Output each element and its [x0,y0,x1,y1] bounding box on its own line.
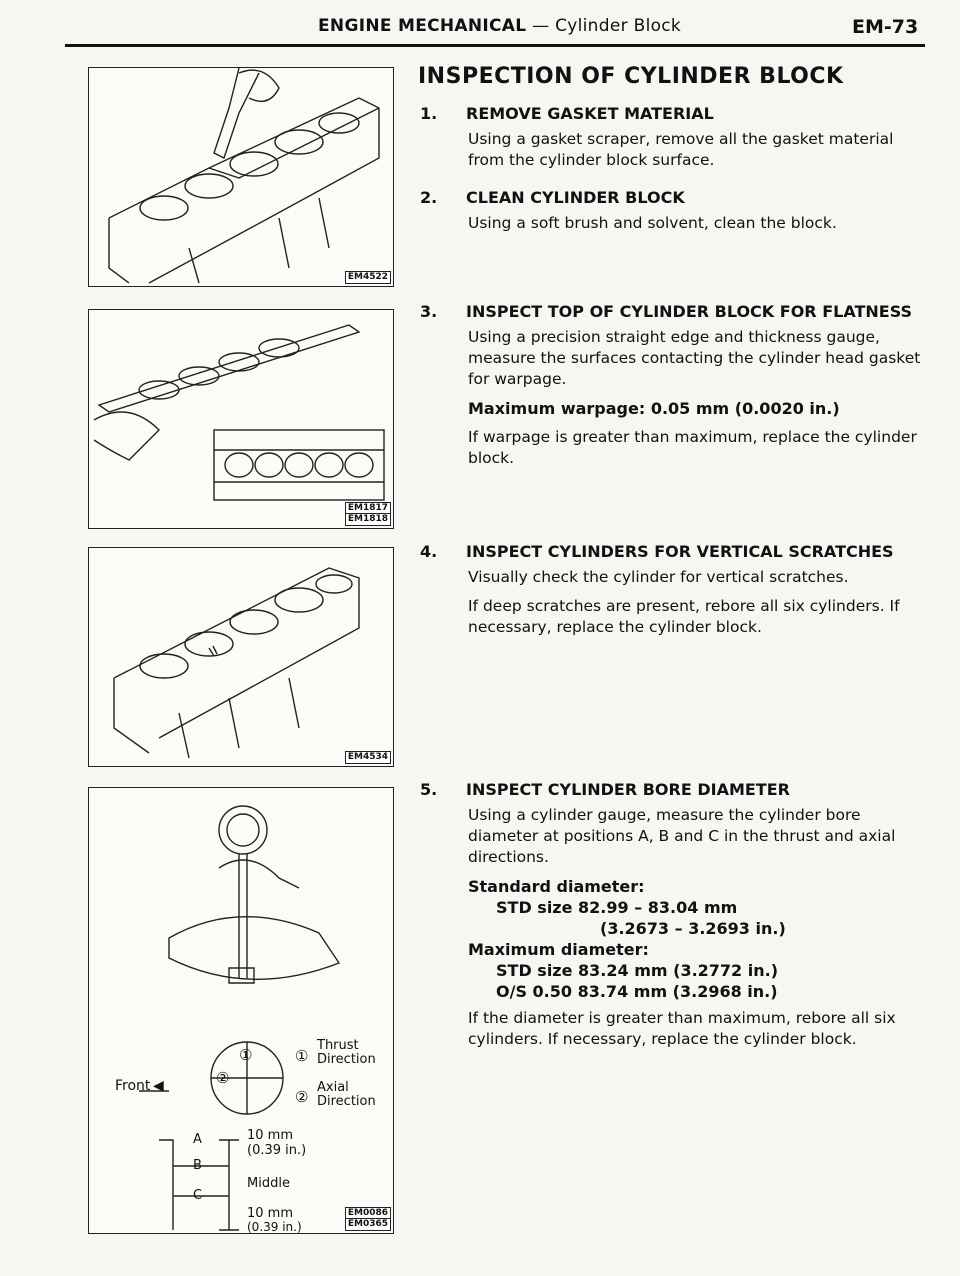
step-heading: INSPECT CYLINDER BORE DIAMETER [466,780,790,799]
step-number: 2. [420,188,438,207]
figure-straight-edge [88,309,394,529]
figure-code-2: EM0365 [345,1218,391,1231]
bottom-offset-label: 10 mm [247,1206,294,1221]
header-rule [65,44,925,47]
front-arrow-icon: ◀ [153,1078,164,1094]
section-subtitle: Cylinder Block [555,16,682,36]
spec-warpage: Maximum warpage: 0.05 mm (0.0020 in.) [468,399,840,418]
engine-block-drawing [89,68,393,286]
main-title: INSPECTION OF CYLINDER BLOCK [418,64,844,89]
spec-max-row-std: STD size 83.24 mm (3.2772 in.) [496,961,779,980]
step-heading: REMOVE GASKET MATERIAL [466,104,714,123]
figure-code-1: EM0086 [345,1207,391,1220]
step-text: If deep scratches are present, rebore all six cylinders. If necessary, replace the cylinder block. [468,597,900,636]
top-offset-label: 10 mm [247,1128,294,1143]
step-number: 4. [420,542,438,561]
position-a-label: A [193,1132,202,1147]
header-title [318,16,681,36]
figure-code: EM4522 [345,271,391,284]
front-label: Front [115,1078,151,1094]
step-text: Using a soft brush and solvent, clean the block. [468,214,837,232]
top-offset-inch-label: (0.39 in.) [247,1143,307,1158]
figure-code-1: EM1817 [345,502,391,515]
position-c-label: C [193,1188,203,1203]
step-text: Using a gasket scraper, remove all the gasket material from the cylinder block surface. [468,130,894,169]
step-text: If the diameter is greater than maximum, rebore all six cylinders. If necessary, replace the cylinder block. [468,1009,896,1048]
thrust-num: ① [295,1047,309,1065]
figure-code: EM4534 [345,751,391,764]
step-number: 3. [420,302,438,321]
spec-table [468,876,930,1002]
thrust-direction-label: Direction [317,1052,376,1067]
bottom-offset-inch-label: (0.39 in.) [247,1220,302,1234]
title-dash: — [526,16,556,36]
spec-std-row-in: (3.2673 – 3.2693 in.) [600,919,786,938]
thrust-marker-circle: ① [239,1046,253,1064]
position-b-label: B [193,1158,202,1173]
step-3 [420,302,930,477]
axial-direction-label: Direction [317,1094,376,1109]
step-2 [420,188,930,242]
step-heading: INSPECT CYLINDERS FOR VERTICAL SCRATCHES [466,542,894,561]
spec-max-row-os: O/S 0.50 83.74 mm (3.2968 in.) [496,982,778,1001]
straight-edge-drawing [89,310,393,528]
spec-std-label: Standard diameter: [468,877,645,896]
step-text: Visually check the cylinder for vertical scratches. [468,568,849,586]
step-heading: INSPECT TOP OF CYLINDER BLOCK FOR FLATNESS [466,302,913,321]
section-title: ENGINE MECHANICAL [318,16,527,36]
step-number: 1. [420,104,438,123]
axial-label: Axial [317,1080,349,1095]
page-number: EM-73 [852,16,919,38]
figure-gasket-scraper [88,67,394,287]
thrust-label: Thrust [317,1038,359,1053]
middle-label: Middle [247,1176,290,1191]
step-5 [420,780,930,1058]
spec-max-label: Maximum diameter: [468,940,649,959]
step-text: Using a cylinder gauge, measure the cylinder bore diameter at positions A, B and C in the thrust and axial directions. [468,806,896,866]
axial-marker-circle: ② [216,1069,230,1087]
axial-num: ② [295,1088,309,1106]
figure-cylinder-block [88,547,394,767]
step-text: If warpage is greater than maximum, replace the cylinder block. [468,428,917,467]
cylinder-gauge-drawing [89,788,393,1233]
step-heading: CLEAN CYLINDER BLOCK [466,188,685,207]
step-1 [420,104,930,179]
step-text: Using a precision straight edge and thickness gauge, measure the surfaces contacting the cylinder head gasket for warpage. [468,328,921,388]
figure-cylinder-gauge [88,787,394,1234]
step-4 [420,542,930,646]
figure-code-2: EM1818 [345,513,391,526]
cylinder-block-drawing [89,548,393,766]
step-number: 5. [420,780,438,799]
spec-std-row: STD size 82.99 – 83.04 mm [496,898,738,917]
